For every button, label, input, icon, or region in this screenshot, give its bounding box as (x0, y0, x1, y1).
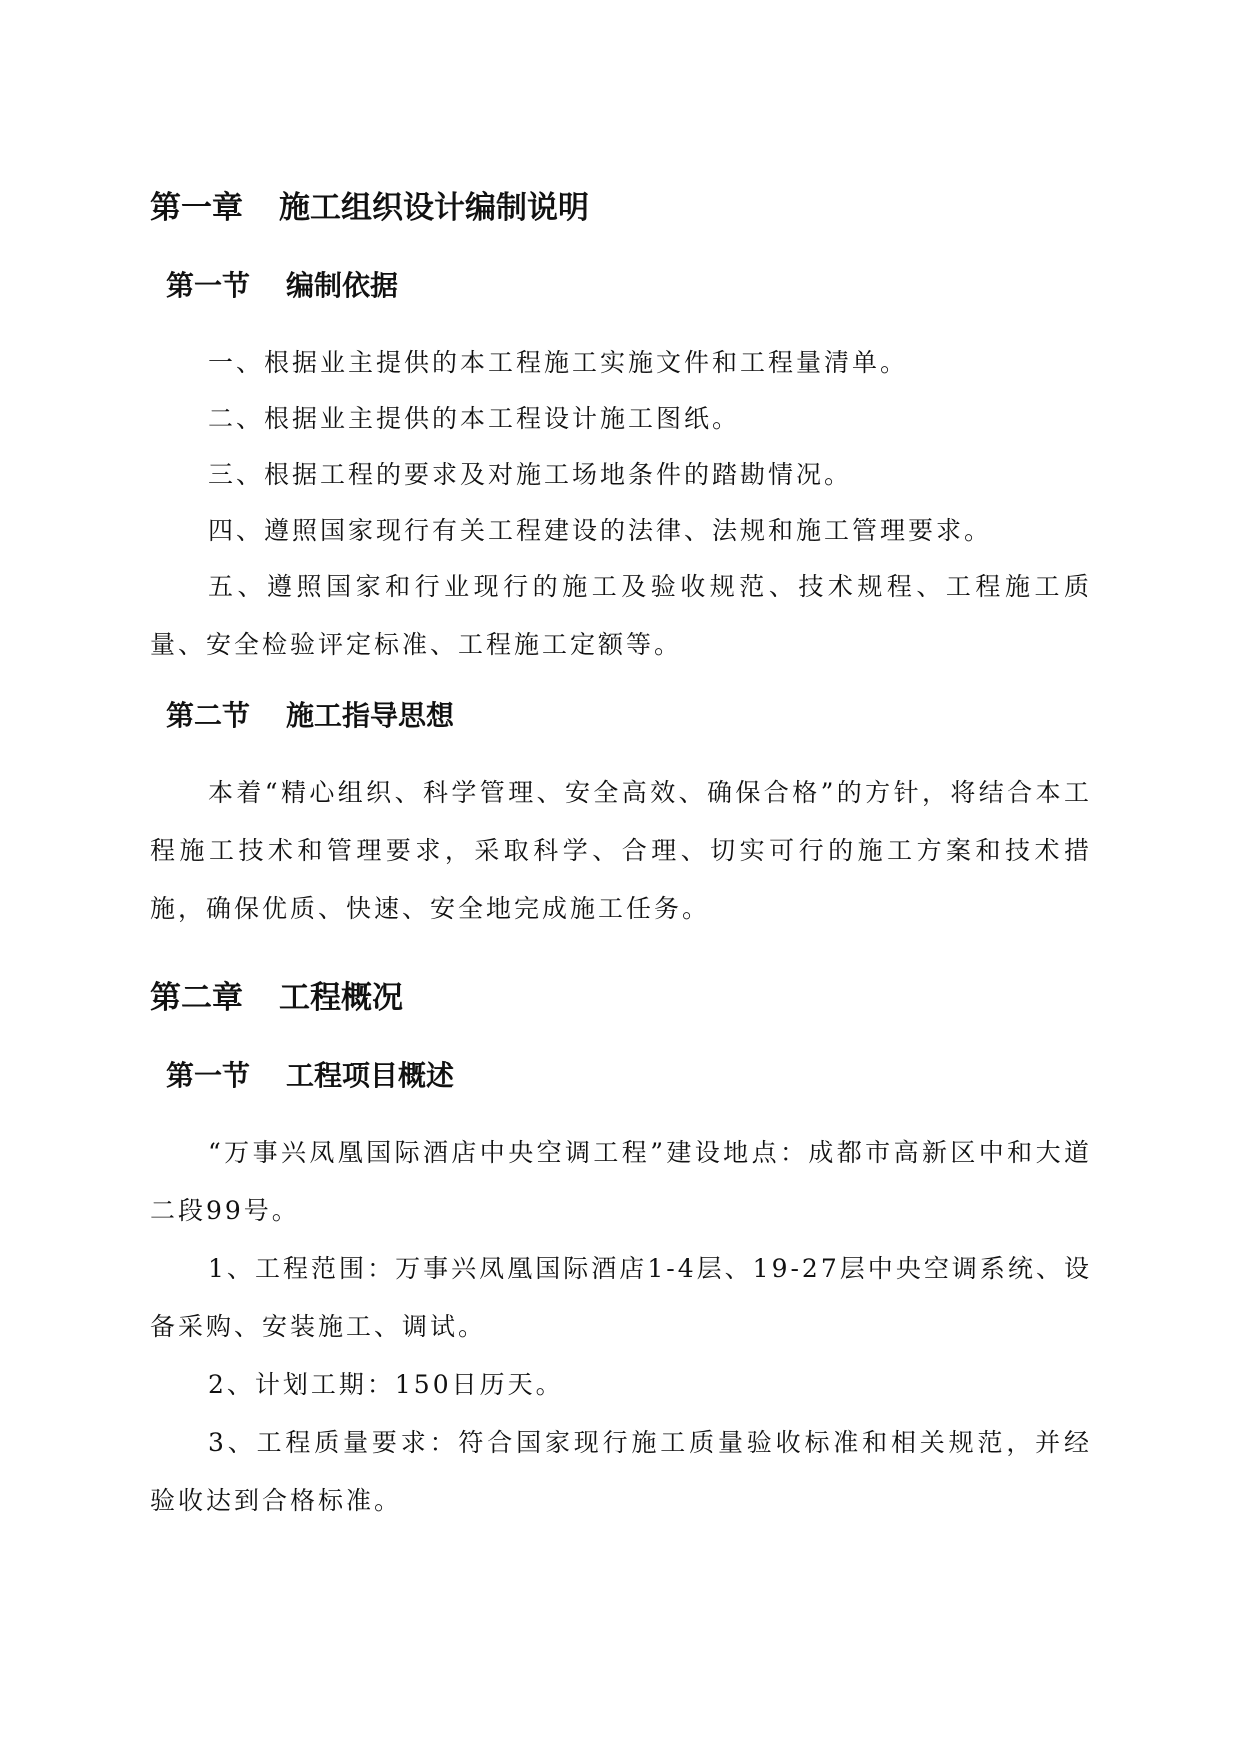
chapter-1-section-2-heading (166, 698, 454, 734)
basis-item-3: 三、根据工程的要求及对施工场地条件的踏勘情况。 (208, 460, 853, 489)
basis-item-2: 二、根据业主提供的本工程设计施工图纸。 (208, 404, 741, 433)
chapter-1-section-1-heading (166, 268, 398, 304)
project-schedule-item: 2、计划工期：150日历天。 (208, 1370, 564, 1399)
section-number: 第一节 (166, 1059, 251, 1092)
basis-item-1: 一、根据业主提供的本工程施工实施文件和工程量清单。 (208, 348, 909, 377)
chapter-1-heading (150, 188, 589, 228)
project-scope-item: 1、工程范围：万事兴凤凰国际酒店1-4层、19-27层中央空调系统、设备采购、安装施工、调试。 (150, 1254, 1092, 1341)
section-title: 工程项目概述 (286, 1059, 455, 1092)
chapter-2-heading (150, 978, 403, 1018)
section-title: 编制依据 (286, 269, 399, 302)
section-title: 施工指导思想 (286, 699, 455, 732)
chapter-1-title: 施工组织设计编制说明 (279, 190, 589, 226)
section-number: 第一节 (166, 269, 251, 302)
guiding-principle-paragraph: 本着“精心组织、科学管理、安全高效、确保合格”的方针，将结合本工程施工技术和管理要求，采取科学、合理、切实可行的施工方案和技术措施，确保优质、快速、安全地完成施工任务。 (150, 778, 1092, 923)
project-quality-item: 3、工程质量要求：符合国家现行施工质量验收标准和相关规范，并经验收达到合格标准。 (150, 1428, 1092, 1515)
chapter-2-section-1-heading (166, 1058, 454, 1094)
chapter-2-title: 工程概况 (279, 980, 403, 1016)
basis-item-4: 四、遵照国家现行有关工程建设的法律、法规和施工管理要求。 (208, 516, 993, 545)
chapter-1-number: 第一章 (150, 190, 243, 226)
section-number: 第二节 (166, 699, 251, 732)
basis-item-5: 五、遵照国家和行业现行的施工及验收规范、技术规程、工程施工质量、安全检验评定标准、工程施工定额等。 (150, 572, 1092, 659)
chapter-2-number: 第二章 (150, 980, 243, 1016)
project-overview-paragraph: “万事兴凤凰国际酒店中央空调工程”建设地点：成都市高新区中和大道二段99号。 (150, 1138, 1092, 1225)
